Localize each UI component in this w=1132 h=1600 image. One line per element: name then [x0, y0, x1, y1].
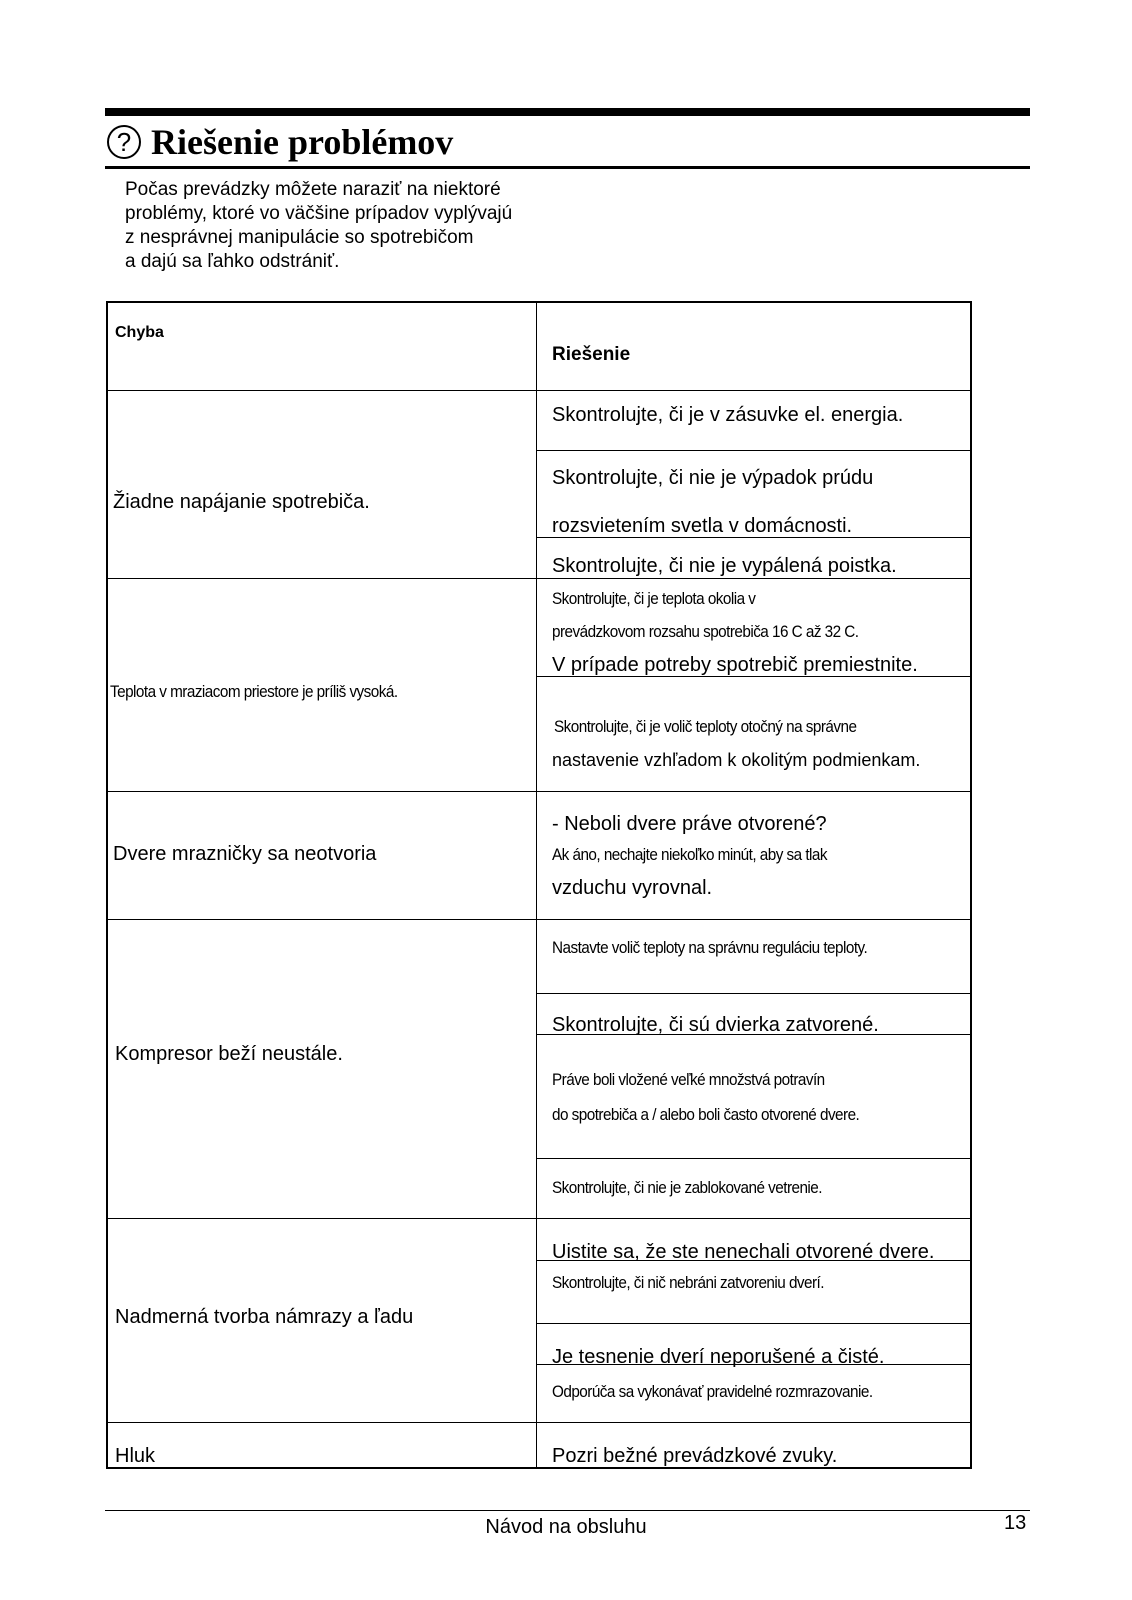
solution-text: Skontrolujte, či je teplota okolia v — [552, 589, 756, 608]
solution-text: - Neboli dvere práve otvorené? — [552, 813, 827, 835]
solution-divider — [536, 1158, 972, 1159]
intro-line: z nesprávnej manipulácie so spotrebičom — [125, 227, 474, 248]
column-header-problem: Chyba — [115, 324, 164, 341]
footer-rule — [105, 1510, 1030, 1511]
problem-cell: Kompresor beží neustále. — [115, 1043, 343, 1065]
page-heading — [107, 118, 453, 166]
solution-text: Uistite sa, že ste nenechali otvorené dvere. — [552, 1241, 935, 1263]
solution-text: Ak áno, nechajte niekoľko minút, aby sa tlak — [552, 845, 827, 864]
solution-text: Práve boli vložené veľké množstvá potravín — [552, 1070, 825, 1089]
row-divider — [106, 1422, 972, 1423]
top-rule — [105, 108, 1030, 116]
solution-text: prevádzkovom rozsahu spotrebiča 16 C až 32 C. — [552, 622, 859, 641]
solution-text: Skontrolujte, či sú dvierka zatvorené. — [552, 1014, 879, 1036]
solution-text: Skontrolujte, či nie je výpadok prúdu — [552, 467, 874, 489]
footer-text: Návod na obsluhu — [485, 1516, 647, 1538]
solution-text: Je tesnenie dverí neporušené a čisté. — [552, 1346, 885, 1368]
problem-cell: Dvere mrazničky sa neotvoria — [113, 843, 377, 865]
solution-text: Odporúča sa vykonávať pravidelné rozmrazovanie. — [552, 1382, 873, 1401]
solution-text: Pozri bežné prevádzkové zvuky. — [552, 1445, 838, 1467]
solution-text: V prípade potreby spotrebič premiestnite. — [552, 654, 918, 676]
intro-line: Počas prevádzky môžete naraziť na niektoré — [125, 179, 501, 200]
solution-text: Skontrolujte, či je v zásuvke el. energia. — [552, 404, 904, 426]
page-title: Riešenie problémov — [151, 122, 454, 162]
solution-divider — [536, 1323, 972, 1324]
title-underline — [105, 166, 1030, 169]
solution-text: vzduchu vyrovnal. — [552, 877, 713, 899]
solution-divider — [536, 993, 972, 994]
solution-divider — [536, 450, 972, 451]
solution-text: Skontrolujte, či nie je zablokované vetrenie. — [552, 1178, 822, 1197]
problem-cell: Žiadne napájanie spotrebiča. — [113, 491, 370, 513]
intro-line: problémy, ktoré vo väčšine prípadov vyplývajú — [125, 203, 513, 224]
column-header-solution: Riešenie — [552, 344, 631, 365]
solution-text: Skontrolujte, či je volič teploty otočný na správne — [554, 717, 857, 736]
row-divider — [106, 1218, 972, 1219]
problem-cell: Hluk — [115, 1445, 156, 1467]
intro-paragraph — [125, 178, 685, 274]
solution-text: Nastavte volič teploty na správnu reguláciu teploty. — [552, 938, 868, 957]
solution-text: Skontrolujte, či nič nebráni zatvoreniu dverí. — [552, 1273, 824, 1292]
page-number: 13 — [1004, 1512, 1027, 1534]
question-circle-icon: ? — [107, 125, 141, 159]
solution-text: nastavenie vzhľadom k okolitým podmienkam. — [552, 750, 921, 770]
row-divider — [106, 791, 972, 792]
row-divider — [106, 390, 972, 391]
row-divider — [106, 578, 972, 579]
row-divider — [106, 919, 972, 920]
problem-cell: Teplota v mraziacom priestore je príliš vysoká. — [110, 682, 398, 701]
solution-text: rozsvietením svetla v domácnosti. — [552, 515, 853, 537]
solution-text: Skontrolujte, či nie je vypálená poistka. — [552, 555, 897, 577]
intro-line: a dajú sa ľahko odstrániť. — [125, 251, 340, 272]
solution-text: do spotrebiča a / alebo boli často otvorené dvere. — [552, 1105, 860, 1124]
column-divider — [536, 301, 537, 1469]
problem-cell: Nadmerná tvorba námrazy a ľadu — [115, 1306, 414, 1328]
